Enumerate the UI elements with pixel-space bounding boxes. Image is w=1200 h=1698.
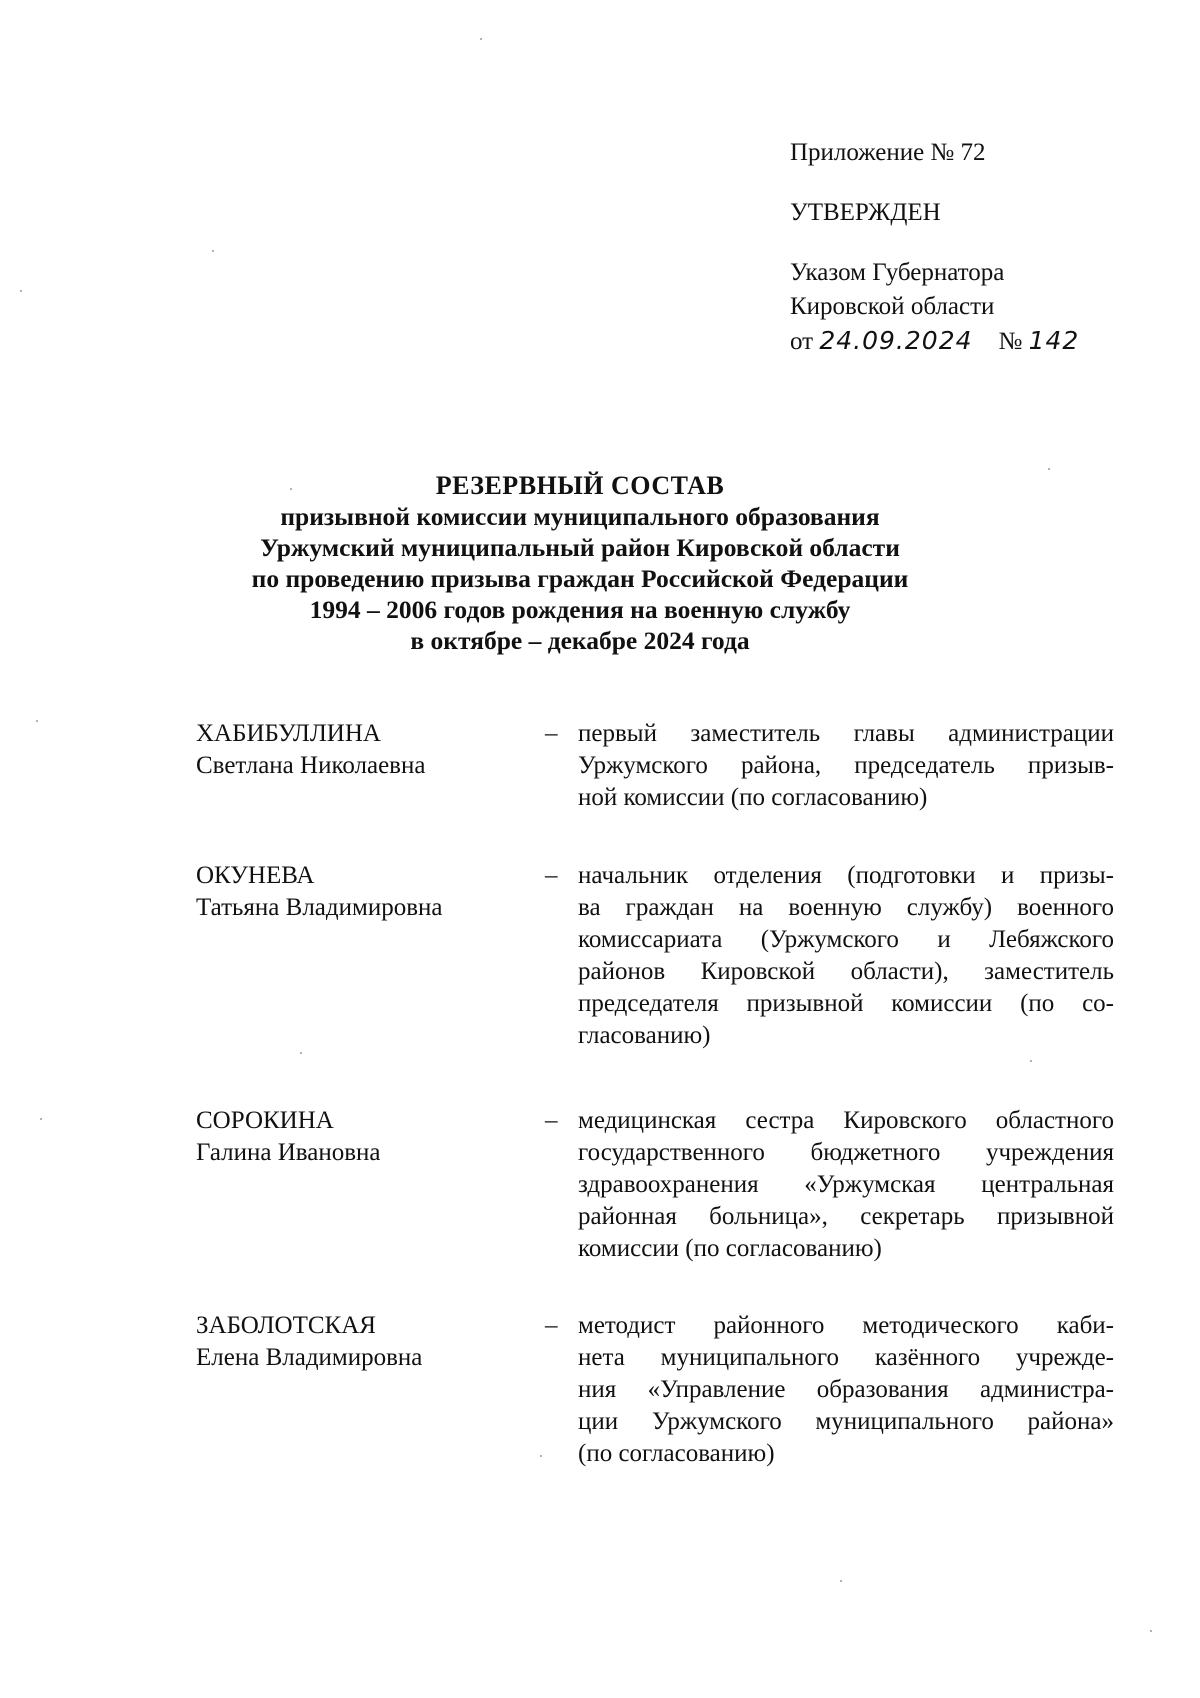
member-role <box>578 860 1114 1052</box>
scan-speck <box>540 1455 542 1457</box>
member-surname: СОРОКИНА <box>196 1107 334 1134</box>
member-name <box>196 1105 526 1169</box>
member-dash: – <box>545 1312 558 1339</box>
role-line: здравоохранения «Уржумская центральная <box>578 1171 1114 1198</box>
scan-speck <box>20 290 22 292</box>
role-line: комиссии (по согласованию) <box>578 1235 882 1262</box>
member-surname: ХАБИБУЛЛИНА <box>196 720 381 747</box>
number-sign: № <box>998 328 1023 355</box>
approval-block <box>790 136 1130 359</box>
approved-label: УТВЕРЖДЕН <box>790 199 941 226</box>
role-line: государственного бюджетного учреждения <box>578 1139 1114 1166</box>
document-title <box>150 470 1010 656</box>
title-line: по проведению призыва граждан Российской Федерации <box>251 564 909 593</box>
appendix-number: Приложение № 72 <box>790 139 986 166</box>
scan-speck <box>840 1580 842 1582</box>
scan-speck <box>480 38 482 40</box>
member-surname: ЗАБОЛОТСКАЯ <box>196 1312 376 1339</box>
title-line: 1994 – 2006 годов рождения на военную службу <box>309 595 851 624</box>
member-given-names: Татьяна Владимировна <box>196 894 443 921</box>
role-line: районов Кировской области), заместитель <box>578 958 1114 985</box>
role-line: ции Уржумского муниципального района» <box>578 1408 1114 1435</box>
member-role <box>578 718 1114 814</box>
role-line: (по согласованию) <box>578 1440 775 1467</box>
title-line: призывной комиссии муниципального образования <box>280 502 880 531</box>
member-dash: – <box>545 862 558 889</box>
member-name <box>196 860 526 924</box>
decree-line-2: Кировской области <box>790 293 995 320</box>
role-line: медицинская сестра Кировского областного <box>578 1107 1114 1134</box>
role-line: председателя призывной комиссии (по со- <box>578 990 1114 1017</box>
scan-speck <box>36 720 38 722</box>
member-given-names: Елена Владимировна <box>196 1344 423 1371</box>
member-given-names: Галина Ивановна <box>196 1139 381 1166</box>
title-line: в октябре – декабре 2024 года <box>410 626 750 655</box>
title-line: Уржумский муниципальный район Кировской области <box>260 533 900 562</box>
role-line: начальник отделения (подготовки и призы- <box>578 862 1114 889</box>
role-line: методист районного методического каби- <box>578 1312 1114 1339</box>
member-given-names: Светлана Николаевна <box>196 752 426 779</box>
member-role <box>578 1310 1114 1470</box>
role-line: первый заместитель главы администрации <box>578 720 1114 747</box>
scan-speck <box>212 250 214 252</box>
role-line: ной комиссии (по согласованию) <box>578 784 928 811</box>
scan-speck <box>300 1052 302 1054</box>
scan-speck <box>290 488 292 490</box>
member-surname: ОКУНЕВА <box>196 862 315 889</box>
handwritten-number: 142 <box>1028 326 1080 355</box>
date-prefix: от <box>790 328 814 355</box>
role-line: районная больница», секретарь призывной <box>578 1203 1114 1230</box>
scan-speck <box>1048 468 1050 470</box>
scan-speck <box>40 1118 42 1120</box>
scan-speck <box>1150 1630 1152 1632</box>
title-main: РЕЗЕРВНЫЙ СОСТАВ <box>435 471 725 500</box>
member-dash: – <box>545 1107 558 1134</box>
handwritten-date: 24.09.2024 <box>819 326 973 355</box>
scan-speck <box>1030 1060 1032 1062</box>
member-name <box>196 718 526 782</box>
member-name <box>196 1310 526 1374</box>
role-line: комиссариата (Уржумского и Лебяжского <box>578 926 1114 953</box>
member-role <box>578 1105 1114 1265</box>
decree-date-line <box>790 324 1130 359</box>
role-line: нета муниципального казённого учрежде- <box>578 1344 1114 1371</box>
role-line: ва граждан на военную службу) военного <box>578 894 1114 921</box>
role-line: ния «Управление образования администра- <box>578 1376 1114 1403</box>
role-line: Уржумского района, председатель призыв- <box>578 752 1114 779</box>
member-dash: – <box>545 720 558 747</box>
role-line: гласованию) <box>578 1022 711 1049</box>
decree-line-1: Указом Губернатора <box>790 259 1005 286</box>
